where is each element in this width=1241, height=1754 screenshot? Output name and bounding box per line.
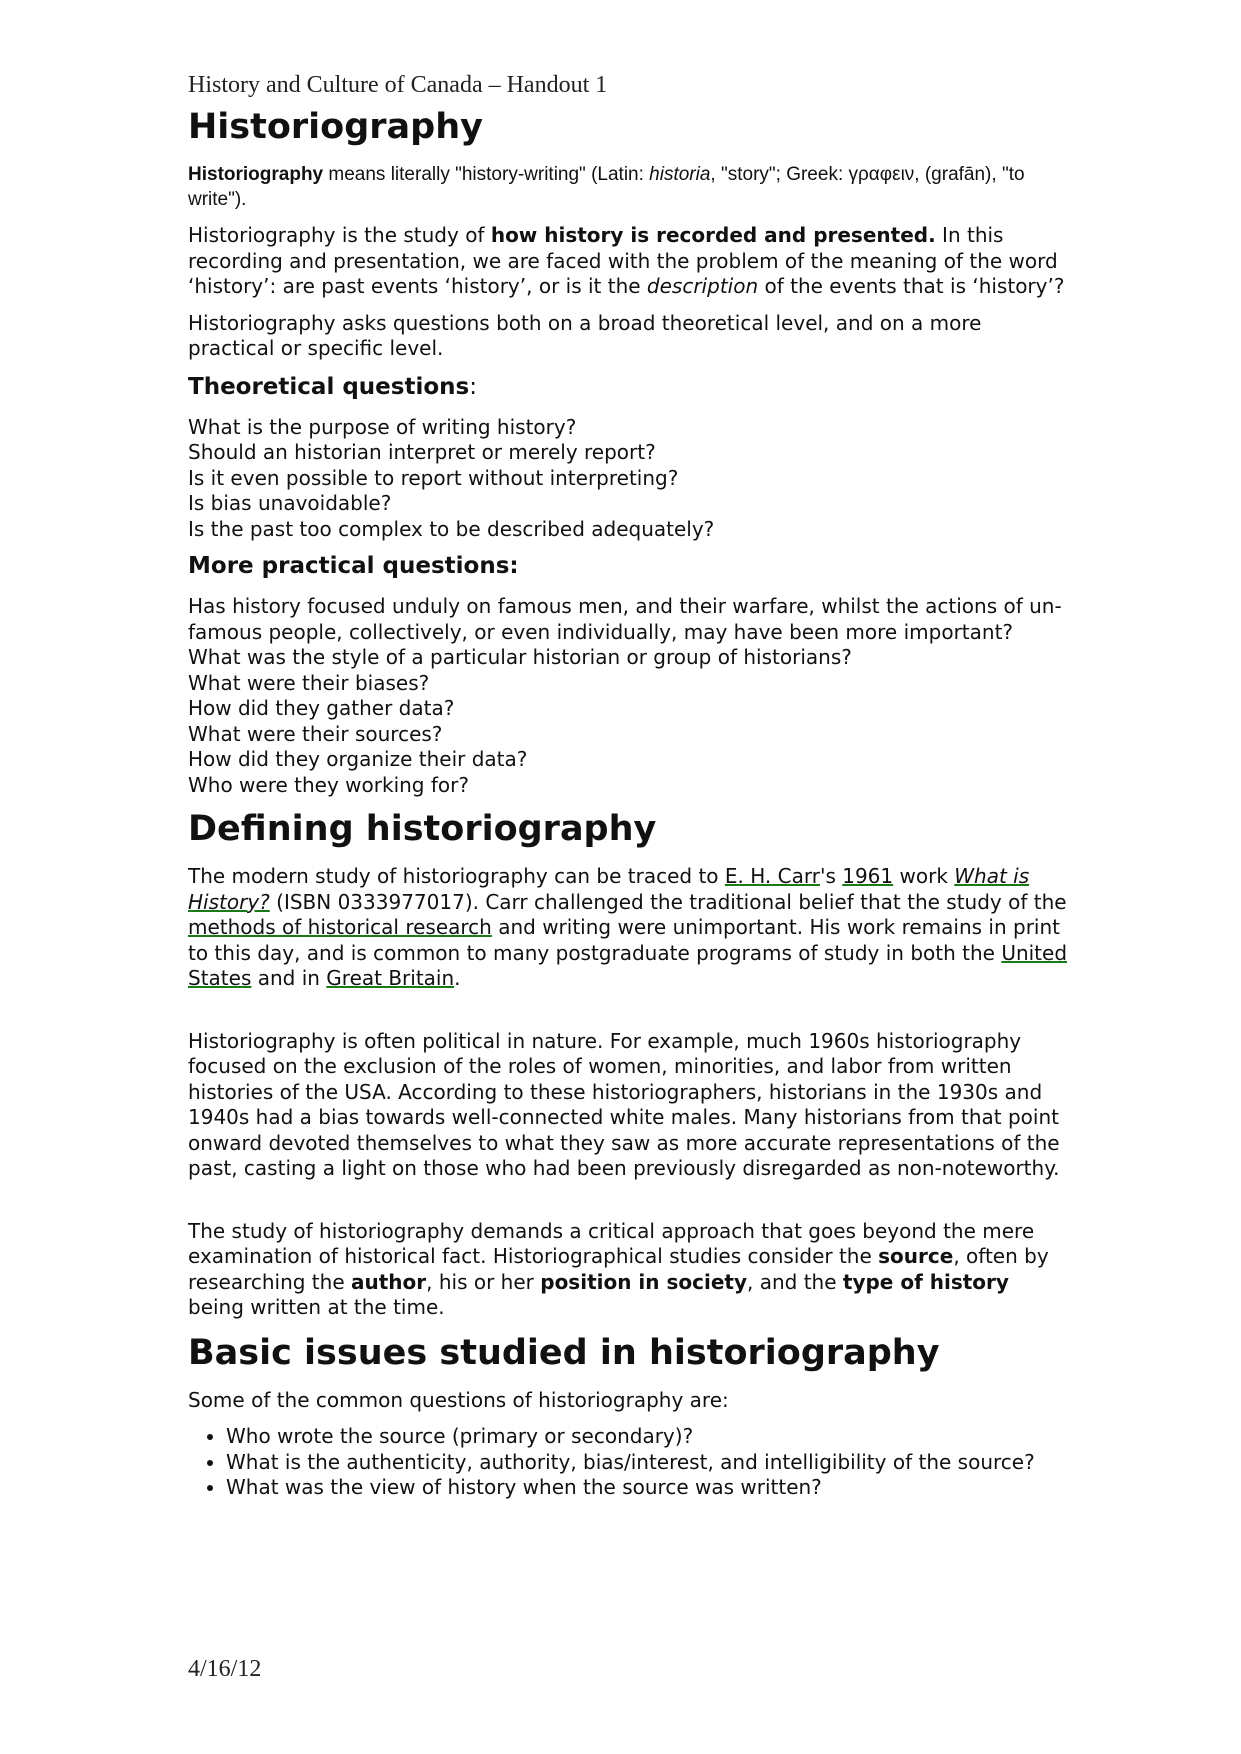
title-defining: Defining historiography [188,809,657,849]
p1-text-2: In this recording and presentation, we are faced with the problem of the meaning of the word ‘history’: are past events ‘history’, or is it the [188,223,1058,298]
carr-text-6: and in [251,966,327,990]
document-content [188,70,1068,1501]
list-item: • What is the authenticity, authority, bias/interest, and intelligibility of the source? [226,1450,1068,1476]
paragraph-levels: Historiography asks questions both on a broad theoretical level, and on a more practical or specific level. [188,310,982,360]
theoretical-colon: : [469,373,477,400]
question-line: Who were they working for? [188,772,469,797]
link-carr[interactable]: E. H. Carr [724,864,820,888]
list-item: • What was the view of history when the source was written? [226,1475,1068,1501]
p1-bold: how history is recorded and presented. [490,223,936,247]
paragraph-critical [188,1219,1068,1321]
question-line: What were their biases? [188,670,430,695]
carr-text-3: work [893,864,955,888]
question-line: Is the past too complex to be described adequately? [188,516,715,541]
link-united-states[interactable]: United States [188,940,1068,990]
p1-text-3: of the events that is ‘history’? [758,274,1065,298]
link-1961[interactable]: 1961 [842,864,894,888]
carr-text-4: (ISBN 0333977017). Carr challenged the traditional belief that the study of the [269,889,1067,914]
intro-text-2: , "story"; Greek: γραφειν, (grafān), "to write"). [188,164,1025,210]
critical-text-2: , often by researching the [188,1244,1049,1294]
spacer [188,1193,1068,1219]
question-line: Should an historian interpret or merely report? [188,440,656,464]
list-item: • Who wrote the source (primary or secondary)? [226,1424,1068,1450]
paragraph-study [188,223,1068,300]
critical-bold-author: author [351,1269,427,1294]
carr-text-2: 's [819,864,843,888]
question-line: How did they organize their data? [188,747,528,771]
question-line: What was the style of a particular historian or group of historians? [188,645,852,669]
paragraph-carr [188,864,1068,992]
theoretical-heading-text: Theoretical questions [188,373,470,400]
link-what-is-history[interactable]: What is History? [188,864,1030,914]
critical-text-5: being written at the time. [188,1295,445,1319]
critical-text-4: , and the [747,1269,843,1294]
critical-text-1: The study of historiography demands a critical approach that goes beyond the mere examination of historical fact. Historiographical studies consider the [188,1218,1035,1268]
page-header: History and Culture of Canada – Handout 1 [188,72,608,98]
carr-text-1: The modern study of historiography can be traced to [188,864,725,888]
intro-term: Historiography [188,164,324,185]
practical-questions [188,594,1068,798]
page-footer-date: 4/16/12 [188,1656,262,1682]
title-historiography: Historiography [188,107,483,147]
intro-latin: historia [649,164,711,185]
question-line: Has history focused unduly on famous men, and their warfare, whilst the actions of un-famous people, collectively, or even individually, may have been more important? [188,594,1062,644]
critical-bold-position: position in society [540,1269,747,1294]
paragraph-political: Historiography is often political in nature. For example, much 1960s historiography focused on the exclusion of the roles of women, minorities, and labor from written histories of the USA. According to these historiographers, historians in the 1930s and 1940s had a bias towards well-connected white males. Many historians from that point onward devoted themselves to what they saw as more accurate representations of the past, casting a light on those who had been previously disregarded as non-noteworthy. [188,1028,1060,1180]
link-great-britain[interactable]: Great Britain [326,966,455,990]
question-line: Is bias unavoidable? [188,491,392,515]
carr-text-7: . [454,966,461,990]
basic-issues-list [188,1424,1068,1501]
paragraph-common-questions: Some of the common questions of historiography are: [188,1387,729,1412]
heading-practical: More practical questions: [188,553,519,579]
spacer [188,1003,1068,1029]
heading-theoretical [188,373,1068,401]
question-line: How did they gather data? [188,696,455,720]
p1-text-1: Historiography is the study of [188,223,491,247]
question-line: Is it even possible to report without interpreting? [188,465,679,490]
intro-text-1: means literally "history-writing" (Latin: [323,164,650,185]
critical-bold-source: source [878,1244,954,1268]
link-methods[interactable]: methods of historical research [188,915,492,939]
question-line: What is the purpose of writing history? [188,414,577,439]
title-basic-issues: Basic issues studied in historiography [188,1332,940,1373]
intro-paragraph [188,162,1068,212]
theoretical-questions [188,415,1068,543]
critical-text-3: , his or her [426,1269,541,1294]
carr-text-5: and writing were unimportant. His work remains in print to this day, and is common to many postgraduate programs of study in both the [188,915,1060,965]
question-line: What were their sources? [188,721,443,746]
p1-italic: description [646,274,759,298]
critical-bold-type: type of history [842,1269,1009,1294]
